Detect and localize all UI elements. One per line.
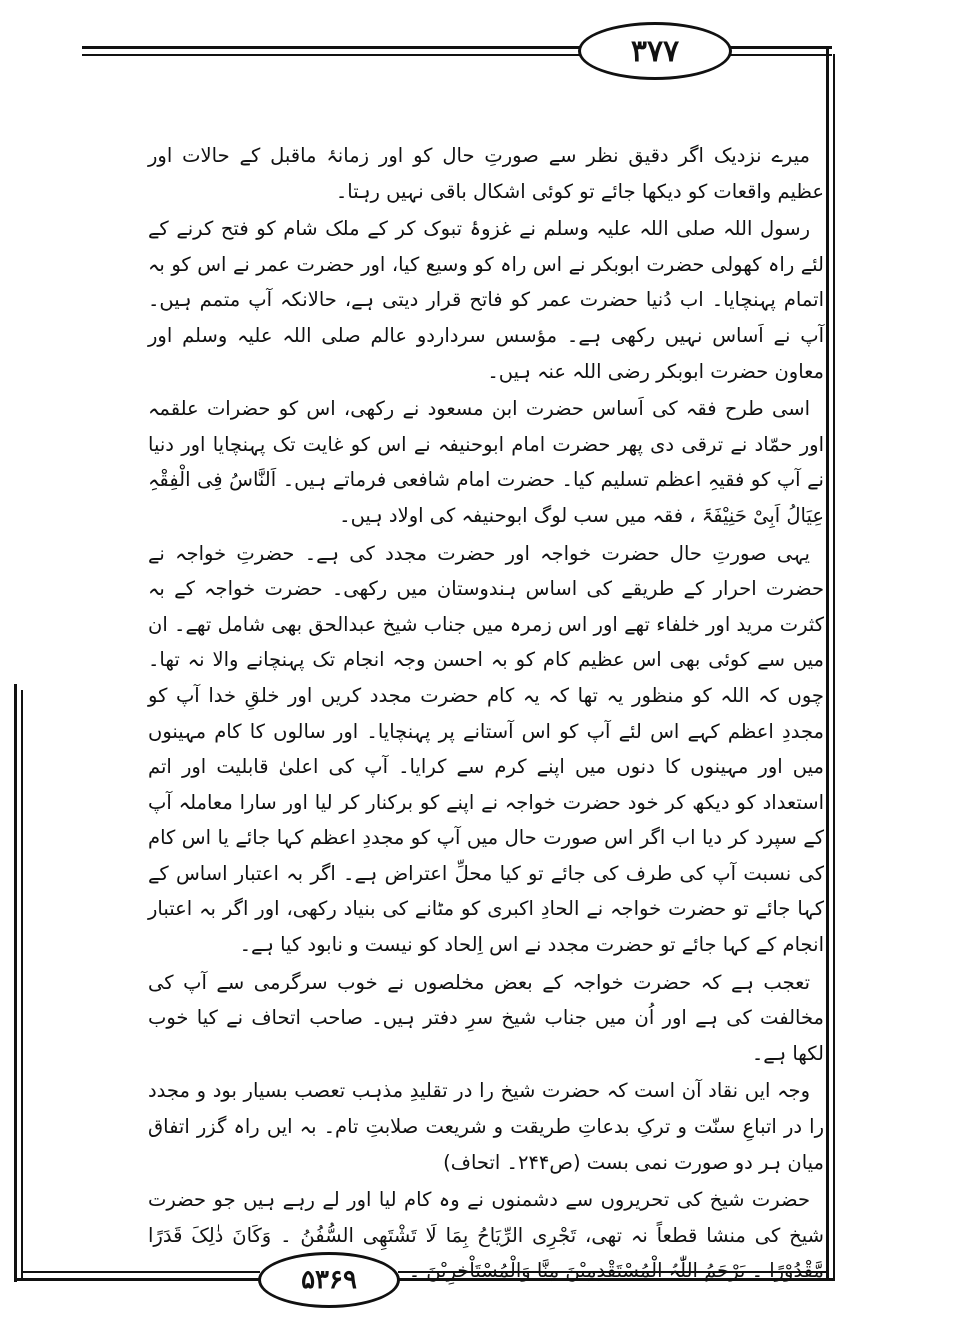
right-border-line-inner xyxy=(833,54,835,1279)
page-number: ۳۷۷ xyxy=(630,33,680,69)
paragraph: اسی طرح فقہ کی اَساس حضرت ابن مسعود نے رکھی، اس کو حضرات علقمہ اور حمّاد نے ترقی دی پھر حضرت امام ابوحنیفہ نے اس کو غایت تک پہنچایا اور دنیا نے آپ کو فقیہِ اعظم تسلیم کیا۔ حضرت امام شافعی فرماتے ہیں۔ اَلنَّاسُ فِی الْفِقْہِ عِیَالُ اَبِیْ حَنِیْفَۃَ ، فقہ میں سب لوگ ابوحنیفہ کی اولاد ہیں۔ xyxy=(148,397,824,527)
paragraph: یہی صورتِ حال حضرت خواجہ اور حضرت مجدد کی ہے۔ حضرتِ خواجہ نے حضرت احرار کے طریقے کی اساس ہندوستان میں رکھی۔ حضرت خواجہ کے بہ کثرت مرید اور خلفاء تھے اور اس زمرہ میں جناب شیخ عبدالحق بھی شامل تھے۔ ان میں سے کوئی بھی اس عظیم کام کو بہ احسن وجہ انجام تک پہنچانے والا نہ تھا۔ چوں کہ اللہ کو منظور یہ تھا کہ یہ کام حضرت مجدد کریں اور خلقِ خدا آپ کو مجددِ اعظم کہے اس لئے آپ کو اس آستانے پر پہنچایا۔ اور سالوں کا کام مہینوں میں اور مہینوں کا دنوں میں اپنے کرم سے کرایا۔ آپ کی اعلیٰ قابلیت اور اتم استعداد کو دیکھ کر خود حضرت خواجہ نے اپنے کو برکنار کر لیا اور سارا معاملہ آپ کے سپرد کر دیا اب اگر اس صورت حال میں آپ کو مجددِ اعظم کہا جائے یا اس کام کی نسبت آپ کی طرف کی جائے تو کیا محلِّ اعتراض ہے۔ اگر بہ اعتبار اساس کے کہا جائے تو حضرت خواجہ نے الحادِ اکبری کو مٹانے کی بنیاد رکھی، اور اگر بہ اعتبار انجام کے کہا جائے تو حضرت مجدد نے اس اِلحاد کو نیست و نابود کیا ہے۔ xyxy=(148,541,824,957)
paragraph: حضرت شیخ کی تحریروں سے دشمنوں نے وہ کام لیا اور لے رہے ہیں جو حضرت شیخ کی منشا قطعاً نہ تھی، تَجْرِی الرِّیَاحُ بِمَا لَا تَشْتَھِی السُّفُنُ ۔ وَکَانَ ذٰلِکَ قَدَرًا مَّقْدُوْرًا ۔ یَرْحَمُ اللّٰہُ الْمُسْتَقْدِمِیْنَ مِنَّا وَالْمُسْتَاْخِرِیْنَ ۔ xyxy=(148,1188,824,1283)
book-page-number: ۵۳۶۹ xyxy=(301,1265,357,1295)
paragraph: رسول اللہ صلی اللہ علیہ وسلم نے غزوۂ تبوک کر کے ملک شام کو فتح کرنے کے لئے راہ کھولی حضرت ابوبکر نے اس راہ کو وسیع کیا، اور حضرت عمر نے اس کو بہ اتمام پہنچایا۔ اب دُنیا حضرت عمر کو فاتح قرار دیتی ہے، حالانکہ آپ متمم ہیں۔ آپ نے اَساس نہیں رکھی ہے۔ مؤسس سرداردو عالم صلی اللہ علیہ وسلم اور معاون حضرت ابوبکر رضی اللہ عنہ ہیں۔ xyxy=(148,217,824,383)
body-text xyxy=(148,138,824,1289)
top-border-line xyxy=(82,46,580,49)
paragraph: میرے نزدیک اگر دقیق نظر سے صورتِ حال کو اور زمانۂ ماقبل کے حالات اور عظیم واقعات کو دیکھا جائے تو کوئی اشکال باقی نہیں رہتا۔ xyxy=(148,144,824,203)
left-border-line xyxy=(14,684,17,1282)
top-border-line-right xyxy=(728,46,832,49)
left-border-line-inner xyxy=(21,690,23,1280)
paragraph: تعجب ہے کہ حضرت خواجہ کے بعض مخلصوں نے خوب سرگرمی سے آپ کی مخالفت کی ہے اور اُن میں جناب شیخ سرِ دفتر ہیں۔ صاحب اتحاف نے کیا خوب لکھا ہے۔ xyxy=(148,970,824,1065)
top-border-line-right-inner xyxy=(728,54,832,56)
top-border-line-inner xyxy=(82,54,580,56)
page-number-oval xyxy=(578,22,732,80)
book-page-number-oval xyxy=(258,1252,400,1308)
right-border-line xyxy=(826,46,829,1281)
persian-quote: وجہ ایں نقاد آن است کہ حضرت شیخ را در تقلیدِ مذہب تعصب بسیار بود و مجدد را در اتباعِ سنّت و ترکِ بدعاتِ طریقت و شریعت صلابتِ تام۔ بہ ایں راہ گزر اتفاق میان ہر دو صورت نمی بست (ص۲۴۴۔ اتحاف) xyxy=(148,1079,824,1174)
